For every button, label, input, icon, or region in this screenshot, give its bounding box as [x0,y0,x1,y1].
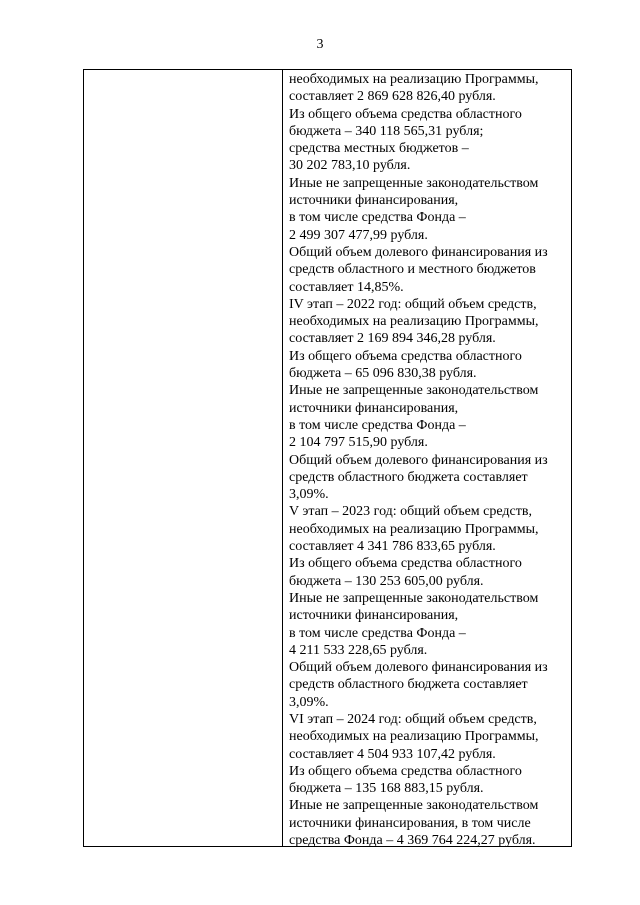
text-line: 30 202 783,10 рубля. [289,158,411,174]
text-line: необходимых на реализацию Программы, [289,72,539,87]
text-line: 3,09%. [289,487,329,503]
text-line: Иные не запрещенные законодательством [289,383,539,399]
text-line: составляет 14,85%. [289,279,404,295]
text-line: Из общего объема средства областного [289,556,522,572]
table-right-cell [283,70,571,849]
text-line: составляет 4 504 933 107,42 рубля. [289,746,496,762]
financing-table [83,69,572,847]
text-line: Иные не запрещенные законодательством [289,798,539,814]
text-line: средств областного бюджета составляет [289,677,528,693]
text-line: средства Фонда – 4 369 764 224,27 рубля. [289,833,536,849]
page-number: 3 [316,37,324,52]
text-line: необходимых на реализацию Программы, [289,729,539,745]
text-line: в том числе средства Фонда – [289,417,466,433]
text-line: 4 211 533 228,65 рубля. [289,642,428,658]
text-line: в том числе средства Фонда – [289,210,466,226]
text-line: бюджета – 65 096 830,38 рубля. [289,366,477,382]
text-line: источники финансирования, в том числе [289,815,531,831]
table-left-cell [84,70,283,846]
text-line: 2 104 797 515,90 рубля. [289,435,428,451]
text-line: IV этап – 2022 год: общий объем средств, [289,296,537,312]
text-line: Из общего объема средства областного [289,348,522,364]
text-line: источники финансирования, [289,608,459,624]
text-line: источники финансирования, [289,193,459,209]
text-line: Общий объем долевого финансирования из [289,660,548,676]
text-line: в том числе средства Фонда – [289,625,466,641]
text-line: средств областного и местного бюджетов [289,262,536,278]
text-line: бюджета – 135 168 883,15 рубля. [289,781,484,797]
text-line: средства местных бюджетов – [289,141,469,157]
text-line: Общий объем долевого финансирования из [289,244,548,260]
text-line: необходимых на реализацию Программы, [289,314,539,330]
text-line: Иные не запрещенные законодательством [289,590,539,606]
text-line: необходимых на реализацию Программы, [289,521,539,537]
text-line: Из общего объема средства областного [289,106,522,122]
text-line: Общий объем долевого финансирования из [289,452,548,468]
text-line: составляет 2 169 894 346,28 рубля. [289,331,496,347]
text-line: бюджета – 130 253 605,00 рубля. [289,573,484,589]
text-line: 3,09%. [289,694,329,710]
text-line: бюджета – 340 118 565,31 рубля; [289,123,484,139]
text-line: Из общего объема средства областного [289,763,522,779]
text-line: составляет 2 869 628 826,40 рубля. [289,89,496,105]
text-line: источники финансирования, [289,400,459,416]
text-line: VI этап – 2024 год: общий объем средств, [289,711,537,727]
text-line: средств областного бюджета составляет [289,469,528,485]
text-line: Иные не запрещенные законодательством [289,175,539,191]
text-line: V этап – 2023 год: общий объем средств, [289,504,532,520]
text-line: 2 499 307 477,99 рубля. [289,227,428,243]
text-line: составляет 4 341 786 833,65 рубля. [289,539,496,555]
